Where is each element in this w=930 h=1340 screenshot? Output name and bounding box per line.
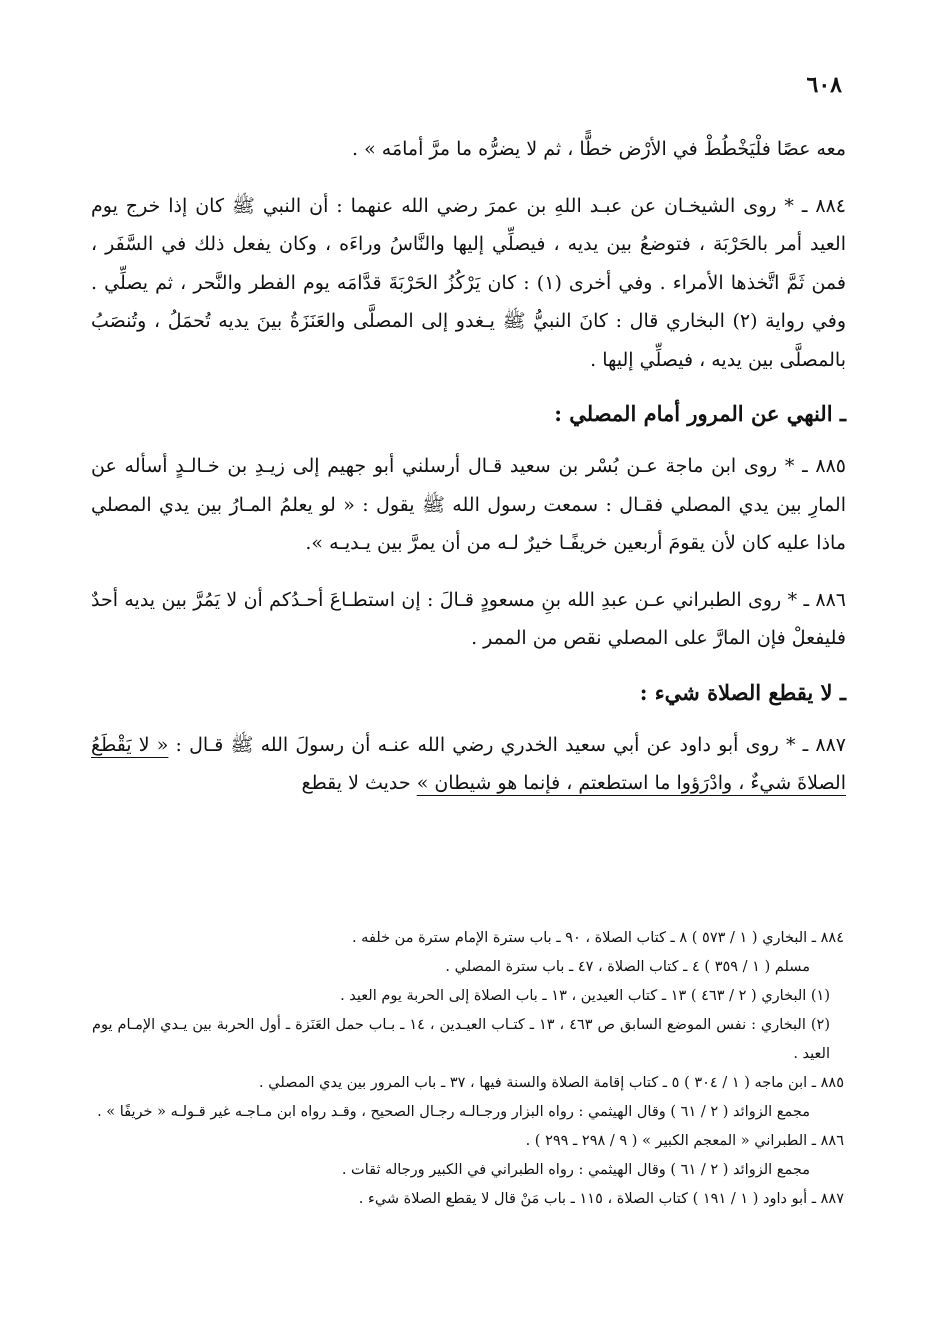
footnote-884-bukhari: ٨٨٤ ـ البخاري ( ١ / ٥٧٣ ) ٨ ـ كتاب الصلاة ، ٩٠ ـ باب سترة الإمام سترة من خلفه . xyxy=(351,930,844,946)
page-number: ٦٠٨ xyxy=(806,72,842,98)
hadith-887-quote: « لا يَقْطَعُ الصلاةَ شيءٌ ، وادْرَؤوا ما استطعتم ، فإنما هو شيطان » xyxy=(91,733,846,794)
footnote-885-majma: مجمع الزوائد ( ٢ / ٦١ ) وقال الهيثمي : رواه البزار ورجـالـه رجـال الصحيح ، وقـد رواه ابن مـاجـه غير قـولـه « خريفًا » . xyxy=(97,1104,810,1120)
footnote-886-tabarani: ٨٨٦ ـ الطبراني « المعجم الكبير » ( ٩ / ٢٩٨ ـ ٢٩٩ ) . xyxy=(525,1133,844,1149)
paragraph-hadith-885: ٨٨٥ ـ * روى ابن ماجة عـن بُسْر بن سعيد قـال أرسلني أبو جهيم إلى زيـدِ بن خـالـدٍ أسأله عن المارِ بين يدي المصلي فقـال : سمعت رسول الله ﷺ يقول : « لو يعلمُ المـارُ بين يدي المصلي ماذا عليه كان لأن يقومَ أربعين خريفًـا خيرٌ لـه من أن يمرَّ بين يـديـه ». xyxy=(91,455,846,554)
footnote-885-ibn-majah: ٨٨٥ ـ ابن ماجه ( ١ / ٣٠٤ ) ٥ ـ كتاب إقامة الصلاة والسنة فيها ، ٣٧ ـ باب المرور بين يدي المصلي . xyxy=(259,1075,844,1091)
paragraph-hadith-887 xyxy=(91,726,846,803)
main-text xyxy=(91,130,846,803)
paragraph-hadith-886: ٨٨٦ ـ * روى الطبراني عـن عبدِ الله بنِ مسعودٍ قـالَ : إن استطـاعَ أحـدُكم أن لا يَمُرَّ بين يديه أحدٌ فليفعلْ فإن المارَّ على المصلي نقص من الممر . xyxy=(91,588,846,649)
hadith-887-tail: حديث لا يقطع xyxy=(301,772,411,794)
section-heading-nothing-breaks-prayer: ـ لا يقطع الصلاة شيء : xyxy=(639,679,846,705)
footnotes xyxy=(92,924,844,1214)
footnote-887-abu-dawud: ٨٨٧ ـ أبو داود ( ١ / ١٩١ ) كتاب الصلاة ، ١١٥ ـ باب مَنْ قال لا يقطع الصلاة شيء . xyxy=(358,1191,844,1207)
footnote-2: (٢) البخاري : نفس الموضع السابق ص ٤٦٣ ، ١٣ ـ كتـاب العيـدين ، ١٤ ـ بـاب حمل العَنَزة ـ أول الحربة بين يـدي الإمـام يوم العيد . xyxy=(92,1017,830,1062)
footnote-886-majma: مجمع الزوائد ( ٢ / ٦١ ) وقال الهيثمي : رواه الطبراني في الكبير ورجاله ثقات . xyxy=(341,1162,810,1178)
footnote-884-muslim: مسلم ( ١ / ٣٥٩ ) ٤ ـ كتاب الصلاة ، ٤٧ ـ باب سترة المصلي . xyxy=(445,959,810,975)
section-heading-passing-in-front: ـ النهي عن المرور أمام المصلي : xyxy=(554,401,846,426)
paragraph-continuation: معه عصًا فلْيَخْطُطْ في الأرْض خطًّا ، ثم لا يضرُّه ما مرَّ أمامَه » . xyxy=(352,138,846,160)
paragraph-hadith-884: ٨٨٤ ـ * روى الشيخـان عن عبـد اللهِ بن عمرَ رضي الله عنهما : أن النبي ﷺ كان إذا خرج يوم العيد أمر بالحَرْبَة ، فتوضعُ بين يديه ، فيصلِّي إليها والنَّاسُ وراءَه ، وكان يفعل ذلك في السَّفَر ، فمن ثَمَّ اتَّخذها الأمراء . وفي أخرى (١) : كان يَرْكُزُ الحَرْبَةَ قدَّامَه يوم الفطر والنَّحر ، ثم يصلِّي . وفي رواية (٢) البخاري قال : كانَ النبيُّ ﷺ يـغدو إلى المصلَّى والعَنَزَةُ بينَ يديه تُحمَلُ ، وتُنصَبُ بالمصلَّى بين يديه ، فيصلِّي إليها . xyxy=(91,194,846,371)
hadith-887-intro: ٨٨٧ ـ * روى أبو داود عن أبي سعيد الخدري رضي الله عنـه أن رسولَ الله ﷺ قـال : xyxy=(175,733,846,756)
footnote-1: (١) البخاري ( ٢ / ٤٦٣ ) ١٣ ـ كتاب العيدين ، ١٣ ـ باب الصلاة إلى الحربة يوم العيد . xyxy=(340,988,830,1004)
